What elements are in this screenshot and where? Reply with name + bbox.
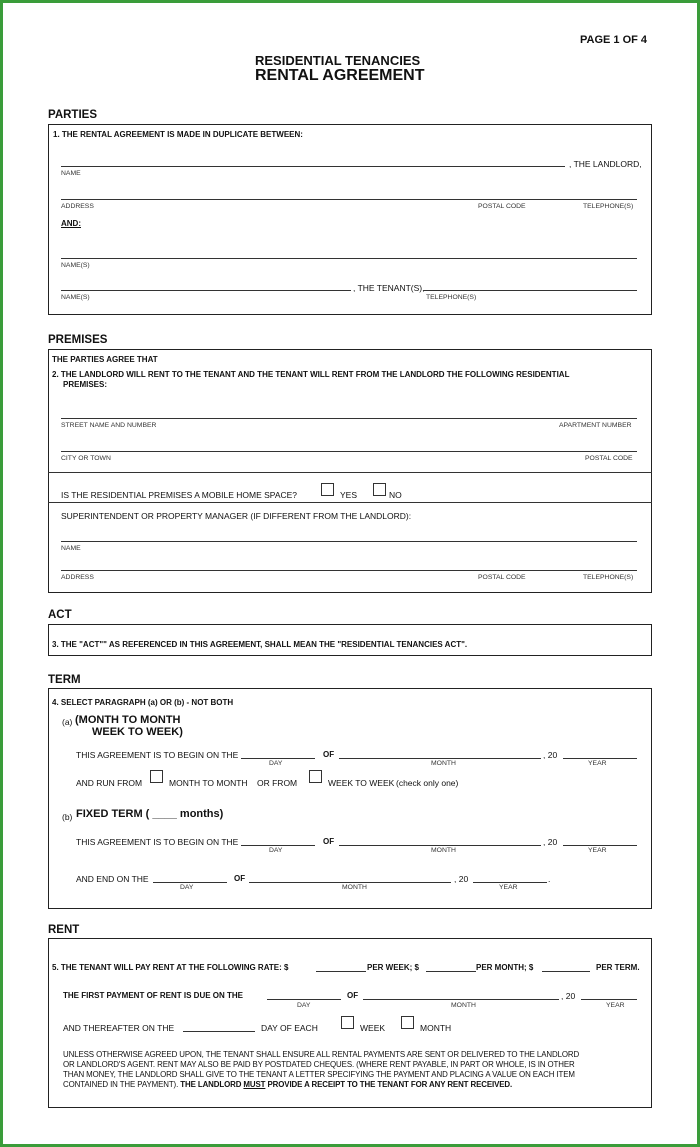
option-b-title: FIXED TERM ( ____ months) [76, 808, 224, 820]
per-term-label: PER TERM. [596, 963, 640, 972]
street-field[interactable] [61, 418, 637, 419]
begin-day-field-b[interactable] [241, 845, 315, 846]
rent-heading: RENT [48, 924, 80, 936]
begin-year-field-b[interactable] [563, 845, 637, 846]
end-period: . [548, 874, 551, 884]
first-payment-month-field[interactable] [363, 999, 559, 1000]
and-label: AND: [61, 219, 81, 228]
thereafter-label: AND THEREAFTER ON THE [63, 1023, 175, 1033]
act-item3: 3. THE "ACT"" AS REFERENCED IN THIS AGREEMENT, SHALL MEAN THE "RESIDENTIAL TENANCIES ACT". [52, 640, 468, 649]
tenant-names-field[interactable] [61, 258, 637, 259]
rent-item5-label: 5. THE TENANT WILL PAY RENT AT THE FOLLOWING RATE: $ [52, 963, 289, 972]
super-address-caption: ADDRESS [61, 574, 94, 581]
check-one-note: (check only one) [396, 778, 459, 788]
of-label-b: OF [323, 837, 335, 846]
names-caption: NAME(S) [61, 262, 90, 269]
thereafter-day-field[interactable] [183, 1031, 255, 1032]
the-landlord-label: , THE LANDLORD, [569, 159, 642, 169]
day-caption-end: DAY [180, 884, 194, 891]
rent-notice-line4-b: THE LANDLORD [180, 1080, 242, 1089]
year-prefix-end: , 20 [454, 874, 469, 884]
rent-month-label: MONTH [420, 1023, 452, 1033]
rental-agreement-page [3, 3, 697, 1144]
or-from-label: OR FROM [257, 778, 298, 788]
document-title-line1: RESIDENTIAL TENANCIES [255, 53, 421, 68]
end-year-field[interactable] [473, 882, 547, 883]
superintendent-name-field[interactable] [61, 541, 637, 542]
address-caption: ADDRESS [61, 203, 94, 210]
city-caption: CITY OR TOWN [61, 455, 111, 462]
month-to-month-checkbox[interactable] [150, 770, 163, 783]
parties-agree-label: THE PARTIES AGREE THAT [52, 355, 158, 364]
mobile-home-question: IS THE RESIDENTIAL PREMISES A MOBILE HOME SPACE? [61, 490, 298, 500]
year-caption-end: YEAR [499, 884, 518, 891]
option-b-label: (b) [62, 812, 73, 822]
begin-month-field-a[interactable] [339, 758, 541, 759]
rent-notice-line2: OR LANDLORD'S AGENT. RENT MAY ALSO BE PAID BY POSTDATED CHEQUES. (WHERE RENT PAYABLE, IN PART OR WHOLE, IS IN OTHER [63, 1060, 575, 1069]
premises-divider-1 [48, 472, 652, 473]
tenant-telephone-field[interactable] [423, 290, 637, 291]
document-title-line2: RENTAL AGREEMENT [255, 67, 425, 84]
per-week-label: PER WEEK; $ [367, 963, 420, 972]
the-tenants-label: , THE TENANT(S), [353, 283, 425, 293]
option-a-title1: (MONTH TO MONTH [75, 714, 181, 726]
name-caption: NAME [61, 170, 81, 177]
parties-item1: 1. THE RENTAL AGREEMENT IS MADE IN DUPLICATE BETWEEN: [53, 130, 303, 139]
begin-year-field-a[interactable] [563, 758, 637, 759]
super-name-caption: NAME [61, 545, 81, 552]
rent-notice-line4 [63, 1080, 512, 1089]
year-caption-a: YEAR [588, 760, 607, 767]
month-caption-a: MONTH [431, 760, 456, 767]
rent-notice-line4-a: CONTAINED IN THE PAYMENT). [63, 1080, 179, 1089]
term-heading: TERM [48, 674, 81, 686]
city-field[interactable] [61, 451, 637, 452]
begin-month-field-b[interactable] [339, 845, 541, 846]
landlord-name-field[interactable] [61, 166, 565, 167]
premises-heading: PREMISES [48, 334, 108, 346]
postal-code-caption-2: POSTAL CODE [585, 455, 633, 462]
rent-notice-must: MUST [243, 1080, 266, 1089]
rent-per-month-field[interactable] [426, 971, 476, 972]
rent-of-label: OF [347, 991, 359, 1000]
apartment-caption: APARTMENT NUMBER [559, 422, 632, 429]
tenant-names-field-2[interactable] [61, 290, 351, 291]
of-label-end: OF [234, 874, 246, 883]
end-month-field[interactable] [249, 882, 451, 883]
superintendent-label: SUPERINTENDENT OR PROPERTY MANAGER (IF DIFFERENT FROM THE LANDLORD): [61, 511, 412, 521]
day-of-each-label: DAY OF EACH [261, 1023, 318, 1033]
rent-per-term-field[interactable] [542, 971, 590, 972]
day-caption-a: DAY [269, 760, 283, 767]
first-payment-year-field[interactable] [581, 999, 637, 1000]
rent-month-checkbox[interactable] [401, 1016, 414, 1029]
end-on-label: AND END ON THE [76, 874, 149, 884]
rent-week-label: WEEK [360, 1023, 386, 1033]
rent-notice-line4-d: PROVIDE A RECEIPT TO THE TENANT FOR ANY RENT RECEIVED. [267, 1080, 513, 1089]
superintendent-address-field[interactable] [61, 570, 637, 571]
week-to-week-checkbox[interactable] [309, 770, 322, 783]
premises-item2-line1: 2. THE LANDLORD WILL RENT TO THE TENANT AND THE TENANT WILL RENT FROM THE LANDLORD THE FOLLOWING RESIDENTIAL [52, 370, 570, 379]
month-caption-end: MONTH [342, 884, 367, 891]
super-telephone-caption: TELEPHONE(S) [583, 574, 634, 581]
first-payment-day-field[interactable] [267, 999, 341, 1000]
option-a-label: (a) [62, 717, 73, 727]
first-payment-label: THE FIRST PAYMENT OF RENT IS DUE ON THE [63, 991, 244, 1000]
rent-year-caption: YEAR [606, 1002, 625, 1009]
telephone-caption: TELEPHONE(S) [583, 203, 634, 210]
end-day-field[interactable] [153, 882, 227, 883]
per-month-label: PER MONTH; $ [476, 963, 534, 972]
landlord-address-field[interactable] [61, 199, 637, 200]
premises-box [48, 349, 652, 593]
rent-per-week-field[interactable] [316, 971, 366, 972]
yes-label: YES [340, 490, 358, 500]
telephone-caption-2: TELEPHONE(S) [426, 294, 477, 301]
mobile-yes-checkbox[interactable] [321, 483, 334, 496]
page-number: PAGE 1 OF 4 [580, 34, 648, 46]
begin-label-a: THIS AGREEMENT IS TO BEGIN ON THE [76, 750, 239, 760]
rent-notice-line3: THAN MONEY, THE LANDLORD SHALL GIVE TO THE TENANT A LETTER SPECIFYING THE PAYMENT AND PLACING A VALUE ON EACH ITEM [63, 1070, 575, 1079]
term-item4: 4. SELECT PARAGRAPH (a) OR (b) - NOT BOTH [52, 698, 234, 707]
day-caption-b: DAY [269, 847, 283, 854]
year-prefix-b: , 20 [543, 837, 558, 847]
month-to-month-label: MONTH TO MONTH [169, 778, 248, 788]
street-caption: STREET NAME AND NUMBER [61, 422, 157, 429]
premises-item2-line2: PREMISES: [63, 380, 108, 389]
act-heading: ACT [48, 609, 72, 621]
begin-day-field-a[interactable] [241, 758, 315, 759]
parties-box [48, 124, 652, 315]
of-label-a: OF [323, 750, 335, 759]
rent-notice-line1: UNLESS OTHERWISE AGREED UPON, THE TENANT SHALL ENSURE ALL RENTAL PAYMENTS ARE SENT OR DELIVERED TO THE LANDLORD [63, 1050, 580, 1059]
month-caption-b: MONTH [431, 847, 456, 854]
premises-divider-2 [48, 502, 652, 503]
option-a-title2: WEEK TO WEEK) [92, 726, 183, 738]
begin-label-b: THIS AGREEMENT IS TO BEGIN ON THE [76, 837, 239, 847]
super-postal-caption: POSTAL CODE [478, 574, 526, 581]
parties-heading: PARTIES [48, 109, 97, 121]
rent-year-prefix: , 20 [561, 991, 576, 1001]
rent-day-caption: DAY [297, 1002, 311, 1009]
week-to-week-label: WEEK TO WEEK [328, 778, 395, 788]
mobile-no-checkbox[interactable] [373, 483, 386, 496]
year-prefix-a: , 20 [543, 750, 558, 760]
rent-month-caption: MONTH [451, 1002, 476, 1009]
run-from-label: AND RUN FROM [76, 778, 143, 788]
names-caption-2: NAME(S) [61, 294, 90, 301]
no-label: NO [389, 490, 402, 500]
year-caption-b: YEAR [588, 847, 607, 854]
rent-week-checkbox[interactable] [341, 1016, 354, 1029]
postal-code-caption: POSTAL CODE [478, 203, 526, 210]
